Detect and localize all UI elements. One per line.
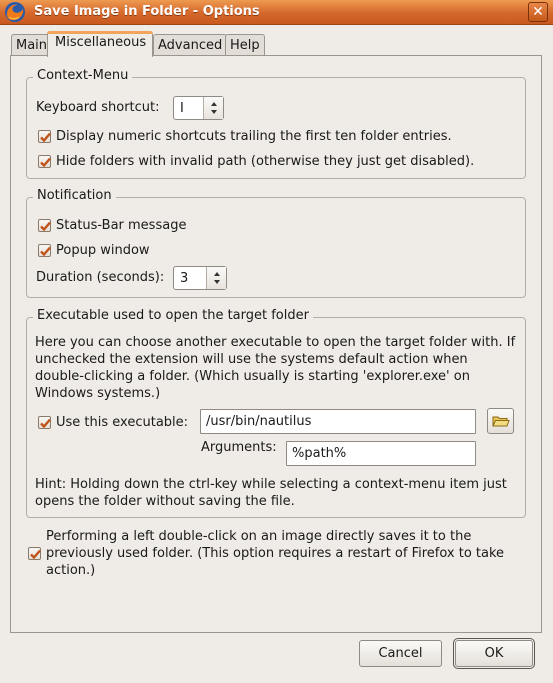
numeric-shortcuts-checkbox[interactable] [38, 130, 51, 143]
title-bar [0, 0, 553, 25]
close-icon: ✕ [532, 4, 544, 20]
tab-miscellaneous[interactable]: Miscellaneous [47, 31, 153, 57]
check-icon [39, 156, 52, 169]
keyboard-shortcut-label: Keyboard shortcut: [36, 100, 160, 115]
check-icon [39, 417, 52, 430]
browse-folder-button[interactable] [487, 408, 514, 434]
hide-invalid-folders-checkbox[interactable] [38, 155, 51, 168]
firefox-icon [3, 1, 27, 23]
status-bar-checkbox[interactable] [38, 219, 51, 232]
check-icon [39, 131, 52, 144]
context-menu-legend: Context-Menu [33, 68, 132, 83]
tab-help[interactable]: Help [225, 34, 265, 56]
ok-button[interactable]: OK [455, 640, 533, 667]
popup-window-checkbox[interactable] [38, 244, 51, 257]
keyboard-shortcut-value: I [180, 101, 184, 116]
numeric-shortcuts-label[interactable]: Display numeric shortcuts trailing the first ten folder entries. [56, 129, 452, 144]
popup-window-label[interactable]: Popup window [56, 243, 150, 258]
tab-main[interactable]: Main [11, 34, 52, 56]
status-bar-label[interactable]: Status-Bar message [56, 218, 187, 233]
check-icon [29, 548, 42, 561]
use-executable-checkbox[interactable] [38, 416, 51, 429]
duration-label: Duration (seconds): [36, 270, 165, 285]
executable-hint: Hint: Holding down the ctrl-key while selecting a context-menu item just opens the folder without saving the file. [35, 477, 507, 509]
double-click-save-checkbox[interactable] [28, 547, 41, 560]
notification-legend: Notification [33, 188, 116, 203]
spinner-arrows-icon[interactable] [206, 267, 226, 289]
close-button[interactable] [528, 2, 548, 22]
arguments-label: Arguments: [201, 440, 277, 455]
hide-invalid-folders-label[interactable]: Hide folders with invalid path (otherwise they just get disabled). [56, 154, 475, 169]
cancel-button[interactable]: Cancel [359, 640, 442, 667]
check-icon [39, 245, 52, 258]
keyboard-shortcut-spinner[interactable] [173, 96, 224, 120]
executable-path-input[interactable]: /usr/bin/nautilus [200, 409, 476, 434]
spinner-arrows-icon[interactable] [203, 97, 223, 119]
tab-advanced[interactable]: Advanced [153, 34, 227, 56]
check-icon [39, 220, 52, 233]
executable-description: Here you can choose another executable to open the target folder with. If unchecked the extension will use the systems default action when double-clicking a folder. (Which usually is starting 'explorer.exe' on Windows systems.) [35, 335, 516, 401]
arguments-input[interactable]: %path% [286, 441, 476, 466]
duration-spinner[interactable] [173, 266, 227, 290]
double-click-save-label[interactable]: Performing a left double-click on an image directly saves it to the previously used folder. (This option requires a restart of Firefox to take action.) [46, 529, 505, 578]
window-title: Save Image in Folder - Options [34, 4, 260, 19]
duration-value: 3 [180, 271, 189, 286]
use-executable-label[interactable]: Use this executable: [56, 415, 189, 430]
executable-legend: Executable used to open the target folder [33, 308, 313, 323]
folder-open-icon [488, 409, 513, 433]
